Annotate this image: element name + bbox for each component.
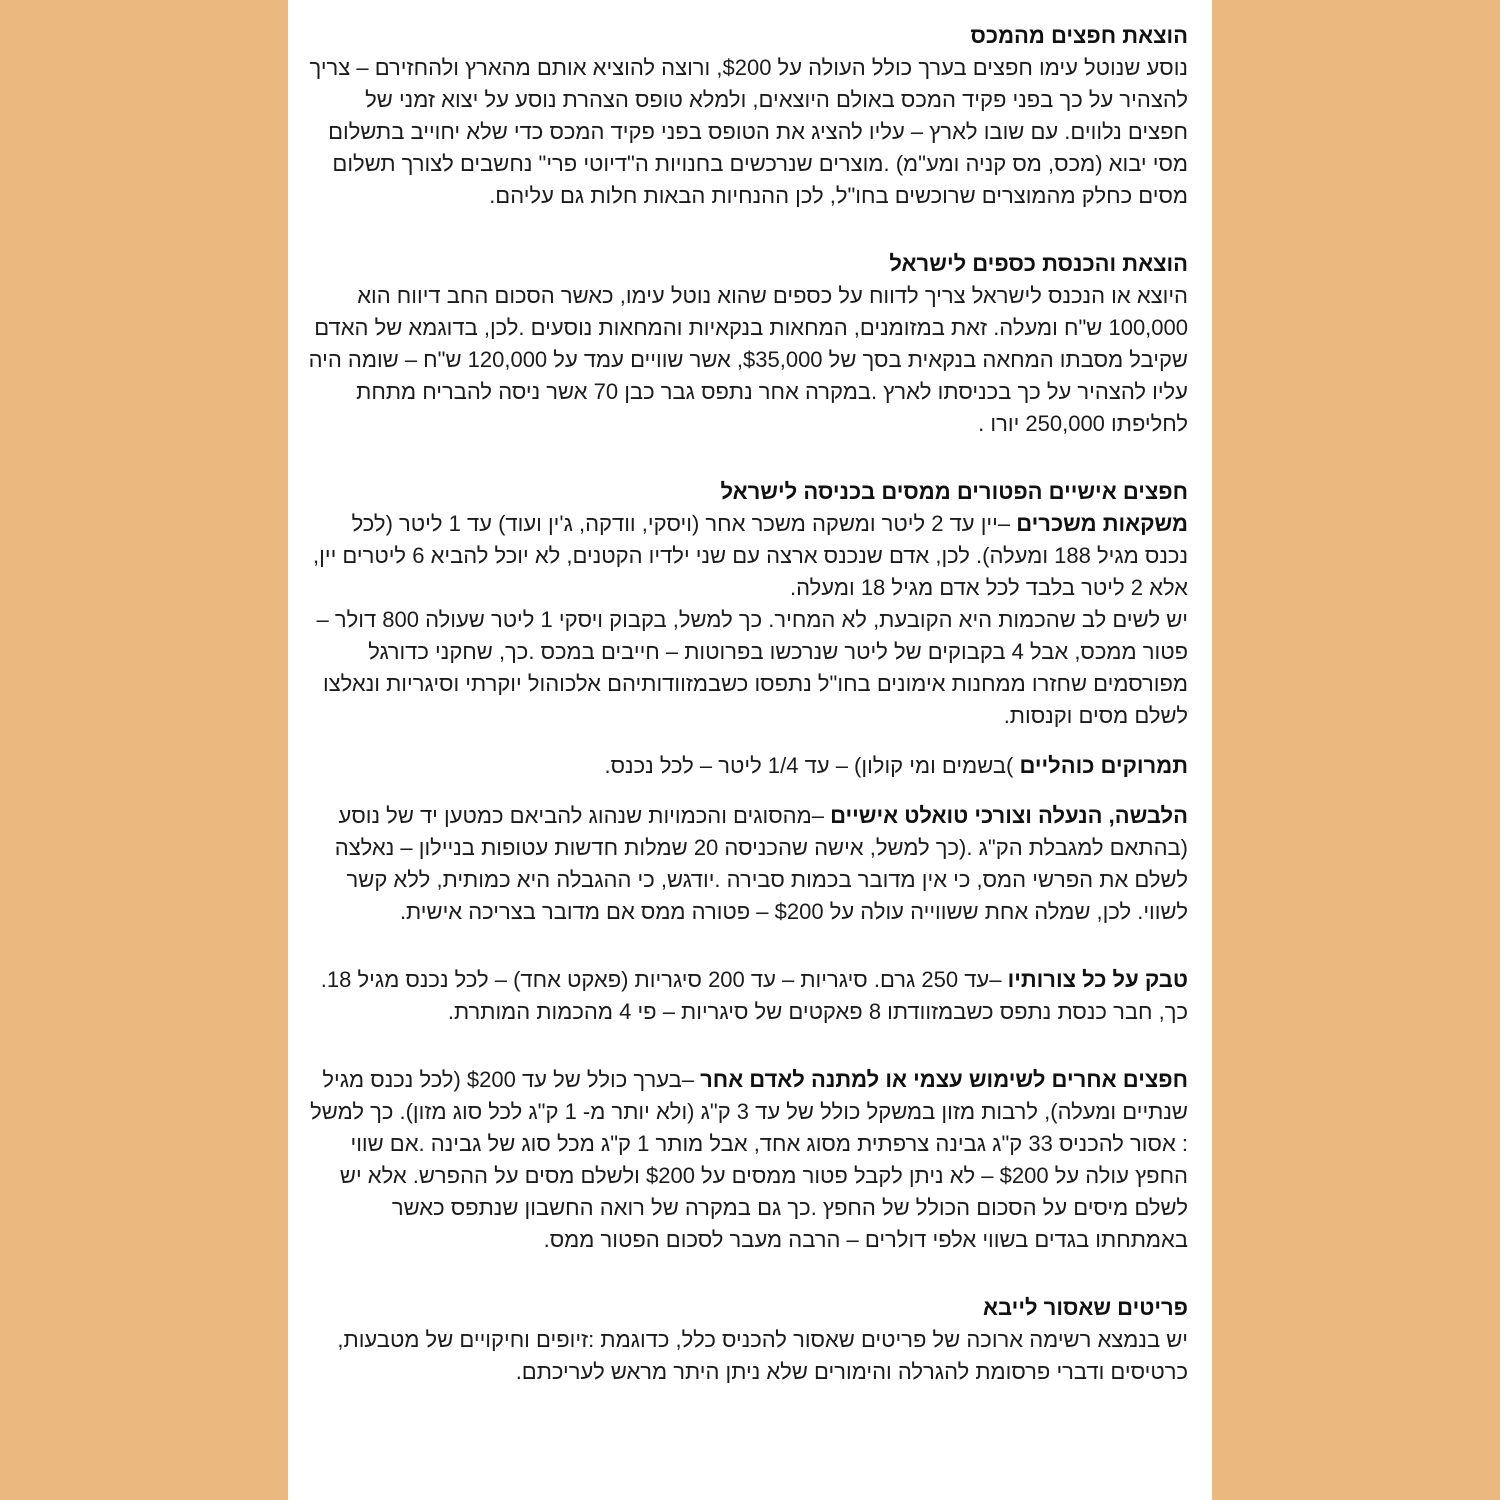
- item-lead: הלבשה, הנעלה וצורכי טואלט אישיים: [830, 803, 1188, 828]
- section-paragraph: נוסע שנוטל עימו חפצים בערך כולל העולה על $200, ורוצה להוציא אותם מהארץ ולהחזירם – צריך להצהיר על כך בפני פקיד המכס באולם היוצאים, ולמלא טופס הצהרת נוסע על יצוא זמני של חפצים נלווים. עם שובו לארץ – עליו להציג את הטופס בפני פקיד המכס כדי שלא יחוייב בתשלום מסי יבוא (מכס, מס קניה ומע"מ) .מוצרים שנרכשים בחנויות ה"דיוטי פרי" נחשבים לצורך תשלום מסים כחלק מהמוצרים שרוכשים בחו"ל, לכן ההנחיות הבאות חלות גם עליהם.: [309, 55, 1188, 208]
- item-text: –יין עד 2 ליטר ומשקה משכר אחר (ויסקי, וודקה, ג'ין ועוד) עד 1 ליטר (לכל נכנס מגיל 188 ומעלה). לכן, אדם שנכנס ארצה עם שני ילדיו הקטנים, לא יוכל להביא 6 ליטרים יין, אלא 2 ליטר בלבד לכל אדם מגיל 18 ומעלה.: [313, 511, 1188, 600]
- section-prohibited-items: [306, 1292, 1188, 1388]
- section-paragraph: היוצא או הנכנס לישראל צריך לדווח על כספים שהוא נוטל עימו, כאשר הסכום החב דיווח הוא 100,000 ש"ח ומעלה. זאת במזומנים, המחאות בנקאיות והמחאות נוסעים .לכן, בדוגמא של האדם שקיבל מסבתו המחאה בנקאית בסך של $35,000, אשר שוויים עמד על 120,000 ש"ח – שומה היה עליו להצהיר על כך בכניסתו לארץ .במקרה אחר נתפס גבר כבן 70 אשר ניסה להבריח מתחת לחליפתו 250,000 יורו .: [308, 283, 1188, 436]
- section-clothing: [306, 800, 1188, 928]
- section-paragraph: [306, 508, 1188, 604]
- section-paragraph: [306, 800, 1188, 928]
- document-body: [306, 20, 1188, 1388]
- item-lead: תמרוקים כוהליים: [1019, 753, 1188, 778]
- section-money-transfer: [306, 248, 1188, 440]
- item-lead: טבק על כל צורותיו: [1007, 967, 1188, 992]
- item-text: –מהסוגים והכמויות שנהוג להביאם כמטען יד של נוסע (בהתאם למגבלת הק"ג .(כך למשל, אישה שהכניסה 20 שמלות חדשות עטופות בניילון – נאלצה לשלם את הפרשי המס, כי אין מדובר בכמות סבירה .יודגש, כי ההגבלה היא כמותית, ללא קשר לשווי. לכן, שמלה אחת ששווייה עולה על $200 – פטורה ממס אם מדובר בצריכה אישית.: [334, 803, 1188, 924]
- item-text: –בערך כולל של עד $200 (לכל נכנס מגיל שנתיים ומעלה), לרבות מזון במשקל כולל של עד 3 ק"ג (ולא יותר מ- 1 ק"ג לכל סוג מזון). כך למשל : אסור להכניס 33 ק"ג גבינה צרפתית מסוג אחד, אבל מותר 1 ק"ג מכל סוג של גבינה .אם שווי החפץ עולה על $200 – לא ניתן לקבל פטור ממסים על $200 ולשלם מסים על ההפרש. אלא יש לשלם מיסים על הסכום הכולל של החפץ .כך גם במקרה של רואה החשבון שנתפס כאשר באמתחתו בגדים בשווי אלפי דולרים – הרבה מעבר לסכום הפטור ממס.: [310, 1067, 1188, 1252]
- section-paragraph: [306, 1064, 1188, 1256]
- item-lead: חפצים אחרים לשימוש עצמי או למתנה לאדם אחר: [700, 1067, 1188, 1092]
- item-lead: משקאות משכרים: [1016, 511, 1188, 536]
- section-heading: פריטים שאסור לייבא: [983, 1295, 1188, 1320]
- section-tax-exempt-items: [306, 476, 1188, 732]
- section-other-items: [306, 1064, 1188, 1256]
- section-paragraph: [306, 750, 1188, 782]
- item-text: )בשמים ומי קולון) – עד 1/4 ליטר – לכל נכנס.: [604, 753, 1020, 778]
- section-heading: חפצים אישיים הפטורים ממסים בכניסה לישראל: [720, 479, 1188, 504]
- section-paragraph: יש בנמצא רשימה ארוכה של פריטים שאסור להכניס כלל, כדוגמת :זיופים וחיקויים של מטבעות, כרטיסים ודברי פרסומת להגרלה והימורים שלא ניתן היתר מראש לעריכתם.: [337, 1327, 1188, 1384]
- section-customs-export: [306, 20, 1188, 212]
- item-text: –עד 250 גרם. סיגריות – עד 200 סיגריות (פאקט אחד) – לכל נכנס מגיל 18. כך, חבר כנסת נתפס כשבמזוודתו 8 פאקטים של סיגריות – פי 4 מהכמות המותרת.: [320, 967, 1188, 1024]
- section-heading: הוצאת חפצים מהמכס: [970, 23, 1188, 48]
- section-cosmetics: [306, 750, 1188, 782]
- section-heading: הוצאת והכנסת כספים לישראל: [889, 251, 1188, 276]
- document-page: [288, 0, 1212, 1500]
- section-paragraph: יש לשים לב שהכמות היא הקובעת, לא המחיר. כך למשל, בקבוק ויסקי 1 ליטר שעולה 800 דולר – פטור ממכס, אבל 4 בקבוקים של ליטר שנרכשו בפרוטות – חייבים במכס .כך, שחקני כדורגל מפורסמים שחזרו ממחנות אימונים בחו"ל נתפסו כשבמזוודותיהם אלכוהול יוקרתי וסיגריות ונאלצו לשלם מסים וקנסות.: [316, 607, 1188, 728]
- section-paragraph: [306, 964, 1188, 1028]
- section-tobacco: [306, 964, 1188, 1028]
